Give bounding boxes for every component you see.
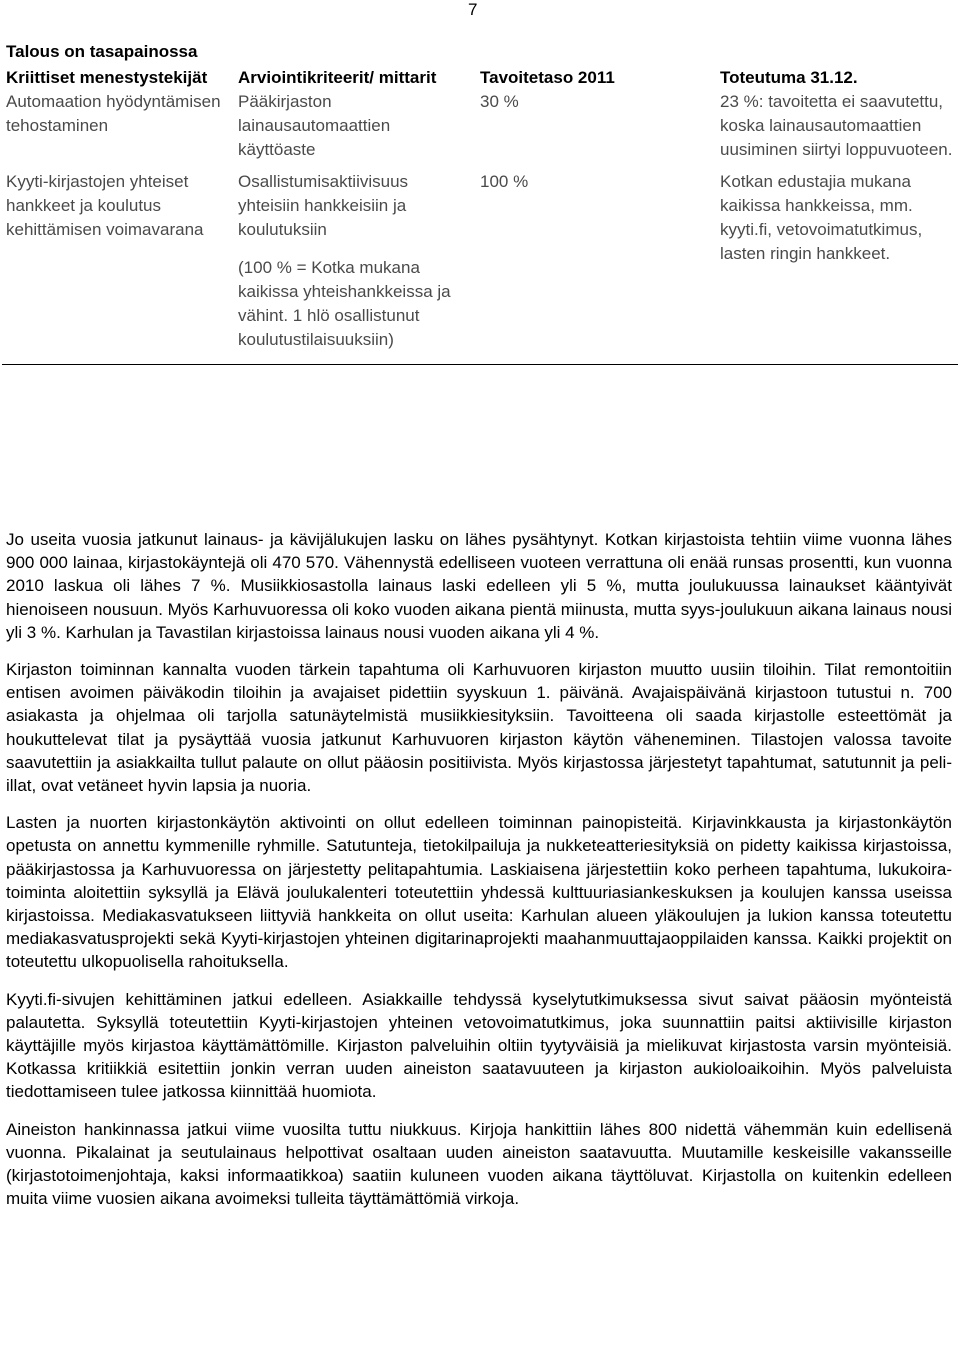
paragraph: Kirjaston toiminnan kannalta vuoden tärkein tapahtuma oli Karhuvuoren kirjaston muutto uusiin tiloihin. Tilat remontoitiin entisen avoimen päiväkodin tiloihin ja avajaiset pidettiin syyskuun 1. päivänä. Avajaispäivänä kirjastoon tutustui n. 700 asiakasta ja ohjelmaa oli tarjolla satunäytelmistä musiikkiesityksiin. Tavoitteena oli saada kirjastolle esteettömät ja houkuttelevat tilat ja pysäyttää vuosia jatkunut Karhuvuoren kirjaston käytön väheneminen. Tilastojen valossa tavoite saavutettiin ja asiakkailta tullut palaute on ollut pääosin positiivista. Myös kirjastossa järjestetyt tapahtumat, satutunnit ja peli-illat, ovat vetäneet hyvin lapsia ja nuoria. [6,660,952,796]
table-title: Talous on tasapainossa [6,42,198,61]
kpi-table-block [2,40,958,365]
header-result: Toteutuma 31.12. [720,68,858,87]
paragraph: Aineiston hankinnassa jatkui viime vuosilta tuttu niukkuus. Kirjoja hankittiin lähes 800 nidettä vähemmän kuin edellisenä vuonna. Pikalainat ja seutulainaus helpottivat osaltaan uuden aineiston saatavuutta. Muutamille keskeisille vakansseille (kirjastotoimenjohtaja, kaksi informaatikkoa) saatiin kuluneen vuoden aikana täyttöluvat. Kirjastolla on kuitenkin edelleen muita viime vuosien aikana avoimeksi tulleita täyttämättömiä virkoja. [6,1119,952,1209]
cell-criterion: Pääkirjaston lainausautomaattien käyttöaste [238,92,391,159]
kpi-table [2,64,958,365]
cell-result: 23 %: tavoitetta ei saavutettu, koska lainausautomaattien uusiminen siirtyi loppuvuoteen. [720,92,953,159]
cell-factor: Automaation hyödyntämisen tehostaminen [6,92,221,135]
table-header-row [2,64,958,90]
cell-criterion-note: (100 % = Kotka mukana kaikissa yhteishankkeissa ja vähint. 1 hlö osallistunut koulutustilaisuuksiin) [238,258,451,349]
cell-target: 30 % [480,92,519,111]
paragraph: Lasten ja nuorten kirjastonkäytön aktivointi on ollut edelleen toiminnan painopisteitä. Kirjavinkkausta ja kirjastonkäytön opetusta on annettu kymmenille ryhmille. Satutunteja, tietokilpailuja ja nukketeatteriesityksiä on pidetty kaikissa kirjastoissa, pääkirjastossa ja Karhuvuoressa on järjestetty pelitapahtumia. Laskiaisena järjestettiin koko perheen tapahtuma, lukukoira-toiminta aloitettiin syksyllä ja Elävä joulukalenteri toteutettiin yhdessä kulttuuriasiankeskuksen ja koulujen kanssa useissa kirjastoissa. Mediakasvatukseen liittyviä hankkeita on ollut useita: Karhulan alueen yläkoulujen ja lukion kanssa toteutettu mediakasvatusprojekti sekä Kyyti-kirjastojen yhteinen digitarinaprojekti maahanmuuttajaoppilaiden kanssa. Kaikki projektit on toteutettu ulkopuolisella rahoituksella. [6,813,952,972]
table-row [2,90,958,170]
cell-target: 100 % [480,172,529,191]
page-number: 7 [468,0,478,19]
header-criteria: Arviointikriteerit/ mittarit [238,68,437,87]
cell-criterion-group [234,170,476,365]
table-row [2,170,958,365]
cell-criterion: Osallistumisaktiivisuus yhteisiin hankkeisiin ja koulutuksiin [238,172,409,239]
cell-factor: Kyyti-kirjastojen yhteiset hankkeet ja koulutus kehittämisen voimavarana [6,172,204,239]
header-critical-factors: Kriittiset menestystekijät [6,68,208,87]
cell-result: Kotkan edustajia mukana kaikissa hankkeissa, mm. kyyti.fi, vetovoimatutkimus, lasten ringin hankkeet. [720,172,923,263]
body-text [6,528,952,1224]
paragraph: Kyyti.fi-sivujen kehittäminen jatkui edelleen. Asiakkaille tehdyssä kyselytutkimuksessa sivut saivat pääosin myönteistä palautetta. Syksyllä toteutettiin Kyyti-kirjastojen yhteinen vetovoimatutkimus, joka suunnattiin paitsi aktiivisille kirjaston käyttäjille myös kirjastoa käyttämättömille. Kirjaston palveluihin oltiin tyytyväisiä ja mielikuvat kirjastosta varsin myönteisiä. Kotkassa kritiikkiä esitettiin jonkin verran uuden aineiston saatavuuteen ja kirjaston aukioloaikoihin. Myös palveluista tiedottamiseen tulee jatkossa kiinnittää huomiota. [6,989,952,1102]
header-target: Tavoitetaso 2011 [480,68,615,87]
paragraph: Jo useita vuosia jatkunut lainaus- ja kävijälukujen lasku on lähes pysähtynyt. Kotkan kirjastoista tehtiin viime vuonna lähes 900 000 lainaa, kirjastokäyntejä oli 470 570. Vähennystä edelliseen vuoteen verrattuna oli enää runsas prosentti, kun vuonna 2010 laskua oli lähes 7 %. Musiikkiosastolla lainaus laski edelleen yli 5 %, mutta joulukuussa lainaukset kääntyivät hienoiseen nousuun. Myös Karhuvuoressa oli koko vuoden aikana pientä miinusta, mutta syys-joulukuun aikana lainaus nousi yli 3 %. Karhulan ja Tavastilan kirjastoissa lainaus nousi vuoden aikana yli 4 %. [6,530,952,642]
